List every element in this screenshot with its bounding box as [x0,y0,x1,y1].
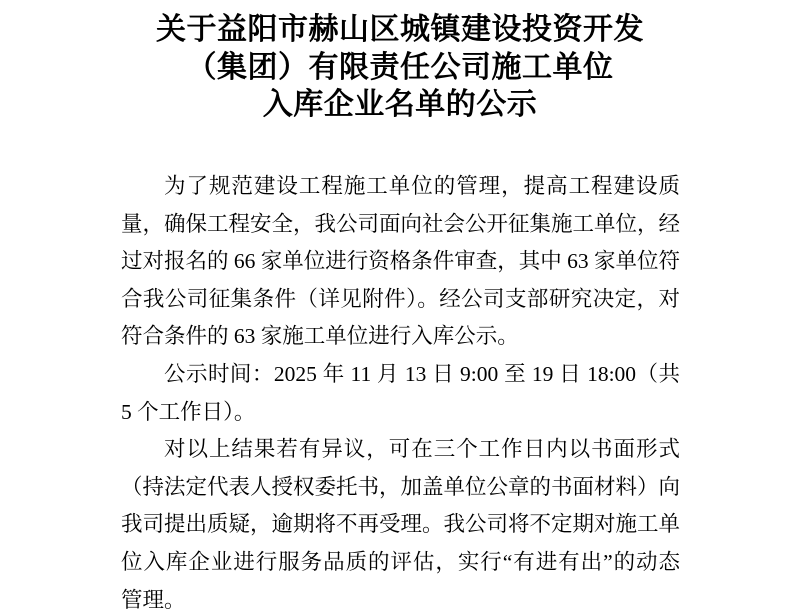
title-line: （集团）有限责任公司施工单位 [186,50,614,84]
text-line: （持法定代表人授权委托书，加盖单位公章的书面材料）向 [121,474,681,499]
text-line: 合我公司征集条件（详见附件）。经公司支部研究决定，对 [121,286,680,311]
paragraph [121,431,680,616]
text-line: 量，确保工程安全，我公司面向社会公开征集施工单位，经 [121,211,681,236]
text-line: 5 个工作日）。 [121,399,256,424]
text-line: 过对报名的 66 家单位进行资格条件审查，其中 63 家单位符 [121,249,681,274]
text-line: 位入库企业进行服务品质的评估，实行“有进有出”的动态 [121,549,680,574]
paragraph [121,356,680,431]
text-line: 符合条件的 63 家施工单位进行入库公示。 [121,324,519,349]
title-line: 入库企业名单的公示 [262,88,538,121]
text-line: 管理。 [121,587,186,612]
paragraph [121,168,680,356]
title-line: 关于益阳市赫山区城镇建设投资开发 [156,13,644,46]
text-line: 公示时间：2025 年 11 月 13 日 9:00 至 19 日 18:00（共 [164,361,680,386]
text-line: 为了规范建设工程施工单位的管理，提高工程建设质 [164,174,680,198]
notice-title [0,11,800,124]
notice-body [121,168,680,616]
text-line: 我司提出质疑，逾期将不再受理。我公司将不定期对施工单 [121,512,681,537]
text-line: 对以上结果若有异议，可在三个工作日内以书面形式 [164,437,680,462]
